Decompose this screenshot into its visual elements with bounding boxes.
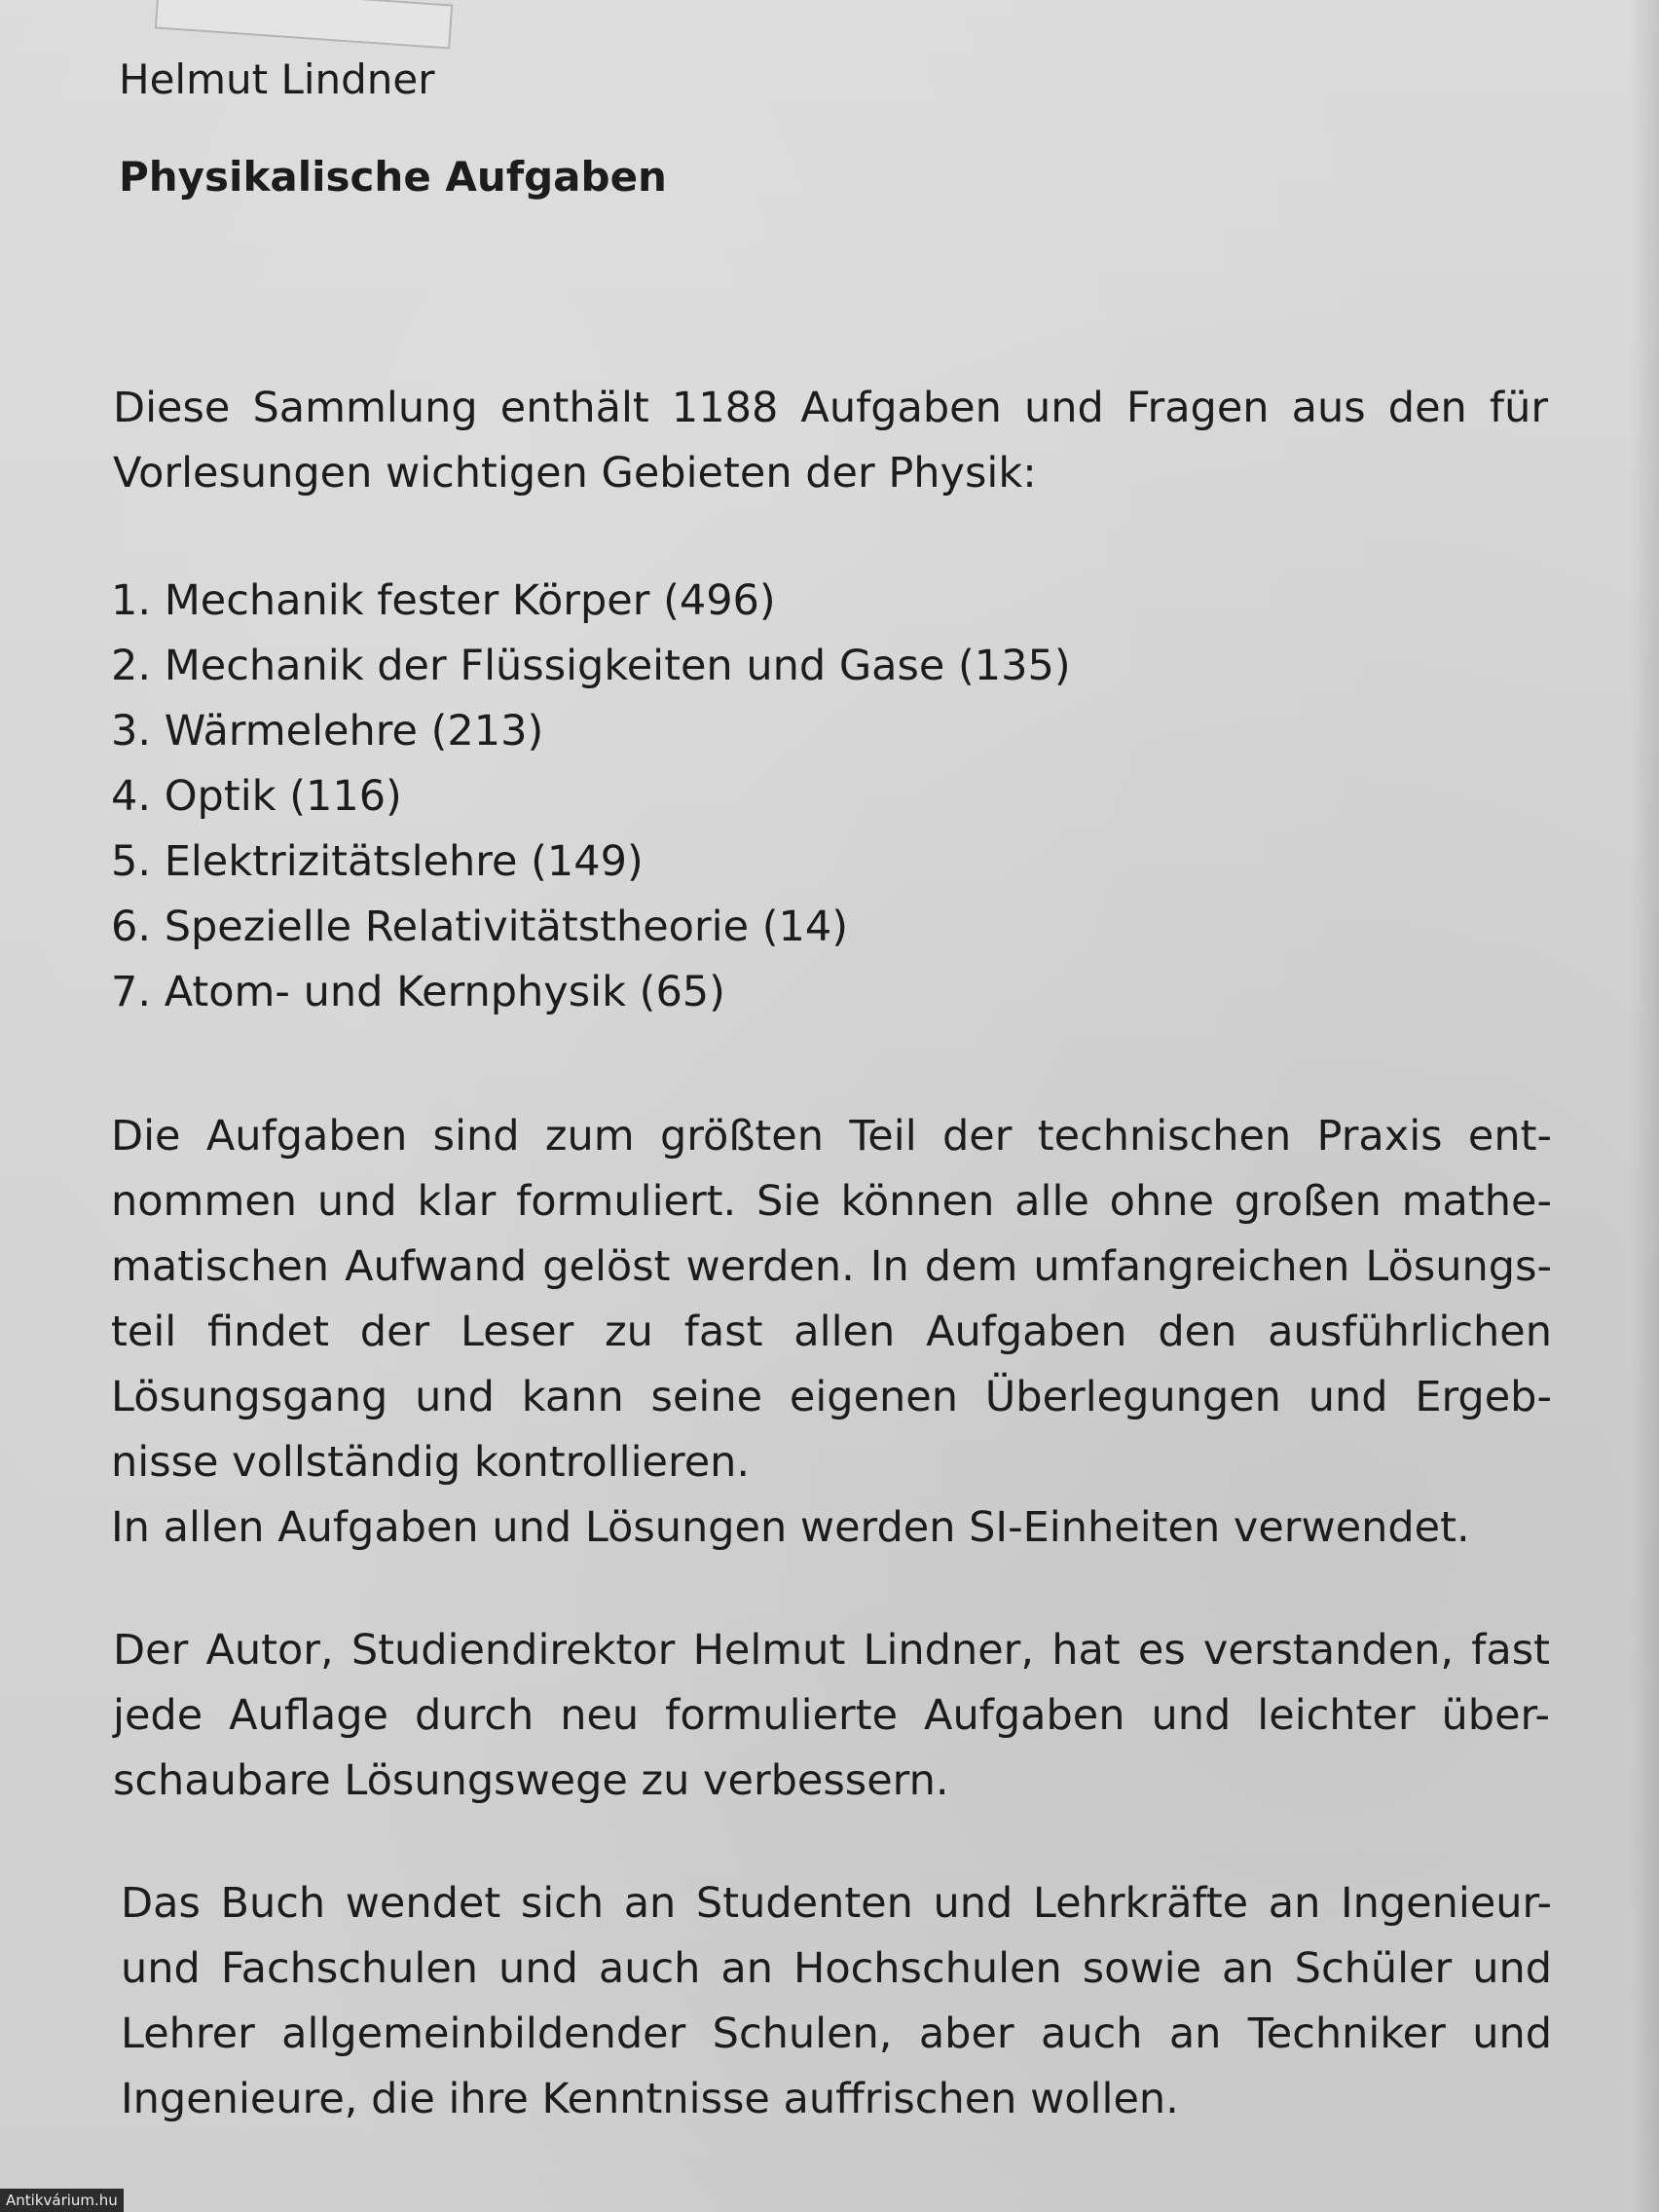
description-paragraph xyxy=(111,1104,1552,1561)
topic-item: 4. Optik (116) xyxy=(111,772,402,821)
paragraph-line: Das Buch wendet sich an Studenten und Lehrkräfte an Ingenieur- xyxy=(121,1879,1552,1928)
paragraph-line: Die Aufgaben sind zum größten Teil der technischen Praxis ent- xyxy=(111,1112,1552,1161)
topic-item: 2. Mechanik der Flüssigkeiten und Gase (135) xyxy=(111,642,1071,690)
intro-paragraph xyxy=(113,376,1548,506)
intro-line: Diese Sammlung enthält 1188 Aufgaben und Fragen aus den für xyxy=(113,384,1548,432)
book-title: Physikalische Aufgaben xyxy=(119,153,667,201)
topic-item: 1. Mechanik fester Körper (496) xyxy=(111,576,776,625)
topic-item: 3. Wärmelehre (213) xyxy=(111,707,544,756)
topic-item: 7. Atom- und Kernphysik (65) xyxy=(111,968,725,1016)
author-paragraph xyxy=(113,1618,1550,1814)
topic-item: 6. Spezielle Relativitätstheorie (14) xyxy=(111,903,848,951)
paragraph-line: nommen und klar formuliert. Sie können alle ohne großen mathe- xyxy=(111,1177,1552,1226)
paper-label-fragment xyxy=(155,0,453,50)
audience-paragraph xyxy=(121,1871,1552,2132)
paragraph-line: Ingenieure, die ihre Kenntnisse auffrischen wollen. xyxy=(121,2075,1179,2123)
paragraph-line: nisse vollständig kontrollieren. xyxy=(111,1438,751,1487)
author-name: Helmut Lindner xyxy=(119,55,435,103)
page-edge-shadow xyxy=(1630,0,1659,2212)
topic-item: 5. Elektrizitätslehre (149) xyxy=(111,837,644,886)
paragraph-line: und Fachschulen und auch an Hochschulen sowie an Schüler und xyxy=(121,1944,1552,1993)
paragraph-line: Lösungsgang und kann seine eigenen Überlegungen und Ergeb- xyxy=(111,1373,1552,1421)
intro-line: Vorlesungen wichtigen Gebieten der Physik: xyxy=(113,449,1037,498)
paragraph-line: teil findet der Leser zu fast allen Aufgaben den ausführlichen xyxy=(111,1308,1552,1356)
paragraph-line: matischen Aufwand gelöst werden. In dem umfangreichen Lösungs- xyxy=(111,1242,1552,1291)
topic-list xyxy=(111,569,1071,1025)
watermark: Antikvárium.hu xyxy=(0,2189,124,2212)
paragraph-line: schaubare Lösungswege zu verbessern. xyxy=(113,1756,949,1805)
paragraph-line: jede Auflage durch neu formulierte Aufgaben und leichter über- xyxy=(113,1691,1550,1740)
paragraph-line: Lehrer allgemeinbildender Schulen, aber auch an Techniker und xyxy=(121,2009,1552,2058)
paragraph-line: Der Autor, Studiendirektor Helmut Lindner, hat es verstanden, fast xyxy=(113,1626,1550,1675)
paragraph-line: In allen Aufgaben und Lösungen werden SI-Einheiten verwendet. xyxy=(111,1503,1470,1552)
